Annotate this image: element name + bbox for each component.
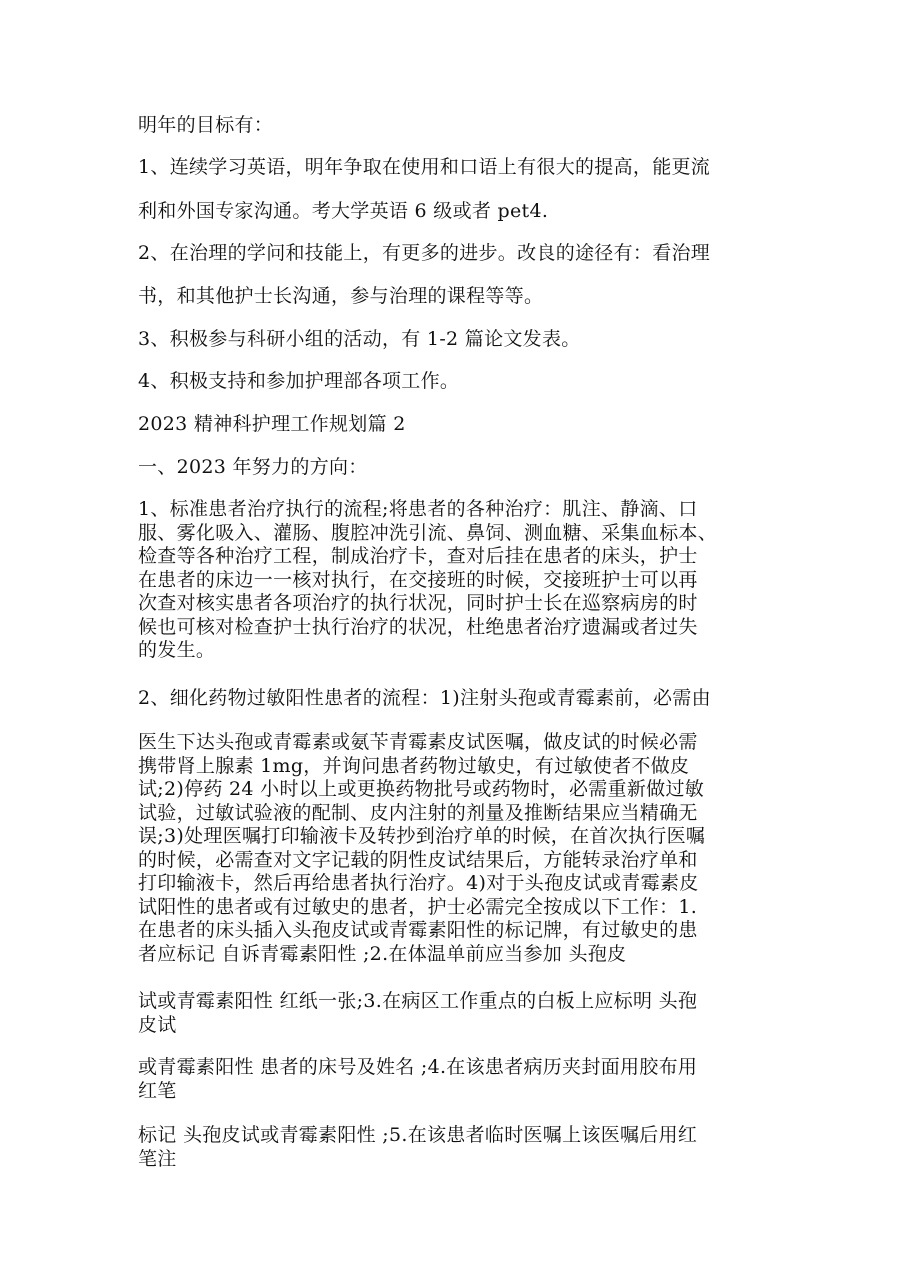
text-line: 一、2023 年努力的方向： — [138, 456, 368, 478]
text-line: 利和外国专家沟通。考大学英语 6 级或者 pet4. — [138, 200, 549, 222]
text-line: 医生下达头孢或青霉素或氨苄青霉素皮试医嘱，做皮试的时候必需 — [138, 731, 698, 753]
text-line: 或青霉素阳性 患者的床号及姓名 ;4.在该患者病历夹封面用胶布用 — [138, 1056, 698, 1078]
text-line: 3、积极参与科研小组的活动，有 1-2 篇论文发表。 — [138, 328, 581, 350]
text-line: 试;2)停药 24 小时以上或更换药物批号或药物时，必需重新做过敏 — [138, 778, 705, 800]
paragraph — [138, 114, 788, 138]
text-line: 试阳性的患者或有过敏史的患者，护士必需完全按成以下工作：1. — [138, 895, 698, 918]
text-line: 者应标记 自诉青霉素阳性 ;2.在体温单前应当参加 头孢皮 — [138, 942, 627, 965]
paragraph — [138, 285, 788, 309]
text-line: 在患者的床头插入头孢皮试或青霉素阳性的标记牌，有过敏史的患 — [138, 919, 698, 941]
text-line: 检查等各种治疗工程，制成治疗卡，查对后挂在患者的床头，护士 — [138, 545, 698, 567]
text-line: 服、雾化吸入、灌肠、腹腔冲洗引流、鼻饲、测血糖、采集血标本、 — [138, 521, 718, 544]
text-line: 4、积极支持和参加护理部各项工作。 — [138, 370, 460, 392]
paragraph — [138, 1124, 788, 1171]
text-line: 明年的目标有： — [138, 114, 274, 136]
text-line: 的时候，必需查对文字记载的阴性皮试结果后，方能转录治疗单和 — [138, 848, 698, 871]
text-line: 书，和其他护士长沟通，参与治理的课程等等。 — [138, 285, 544, 307]
text-line: 2、在治理的学问和技能上，有更多的进步。改良的途径有：看治理 — [138, 242, 711, 264]
text-line: 红笔 — [138, 1079, 177, 1102]
section-heading — [138, 413, 788, 437]
text-line: 试验，过敏试验液的配制、皮内注射的剂量及推断结果应当精确无 — [138, 801, 698, 824]
text-line: 2023 精神科护理工作规划篇 2 — [138, 413, 406, 435]
text-line: 试或青霉素阳性 红纸一张;3.在病区工作重点的白板上应标明 头孢 — [138, 990, 698, 1012]
paragraph — [138, 456, 788, 480]
text-line: 2、细化药物过敏阳性患者的流程：1)注射头孢或青霉素前，必需由 — [138, 687, 711, 709]
text-line: 1、标准患者治疗执行的流程;将患者的各种治疗：肌注、静滴、口 — [138, 498, 698, 520]
text-line: 携带肾上腺素 1mg，并询问患者药物过敏史，有过敏使者不做皮 — [138, 754, 690, 777]
paragraph — [138, 498, 788, 663]
text-line: 打印输液卡，然后再给患者执行治疗。4)对于头孢皮试或青霉素皮 — [138, 872, 699, 894]
text-line: 次查对核实患者各项治疗的执行状况，同时护士长在巡察病房的时 — [138, 592, 698, 614]
text-line: 1、连续学习英语，明年争取在使用和口语上有很大的提高，能更流 — [138, 156, 711, 178]
paragraph — [138, 156, 788, 180]
text-line: 笔注 — [138, 1147, 177, 1170]
paragraph — [138, 200, 788, 224]
paragraph — [138, 328, 788, 352]
text-line: 误;3)处理医嘱打印输液卡及转抄到治疗单的时候，在首次执行医嘱 — [138, 825, 706, 847]
paragraph — [138, 242, 788, 266]
text-line: 的发生。 — [138, 639, 216, 661]
text-line: 皮试 — [138, 1013, 177, 1036]
paragraph — [138, 1056, 788, 1103]
paragraph — [138, 731, 788, 966]
text-line: 标记 头孢皮试或青霉素阳性 ;5.在该患者临时医嘱上该医嘱后用红 — [138, 1124, 698, 1146]
text-line: 在患者的床边一一核对执行，在交接班的时候，交接班护士可以再 — [138, 568, 698, 591]
paragraph — [138, 990, 788, 1037]
text-line: 候也可核对检查护士执行治疗的状况，杜绝患者治疗遗漏或者过失 — [138, 615, 698, 638]
paragraph — [138, 370, 788, 394]
paragraph — [138, 687, 788, 711]
